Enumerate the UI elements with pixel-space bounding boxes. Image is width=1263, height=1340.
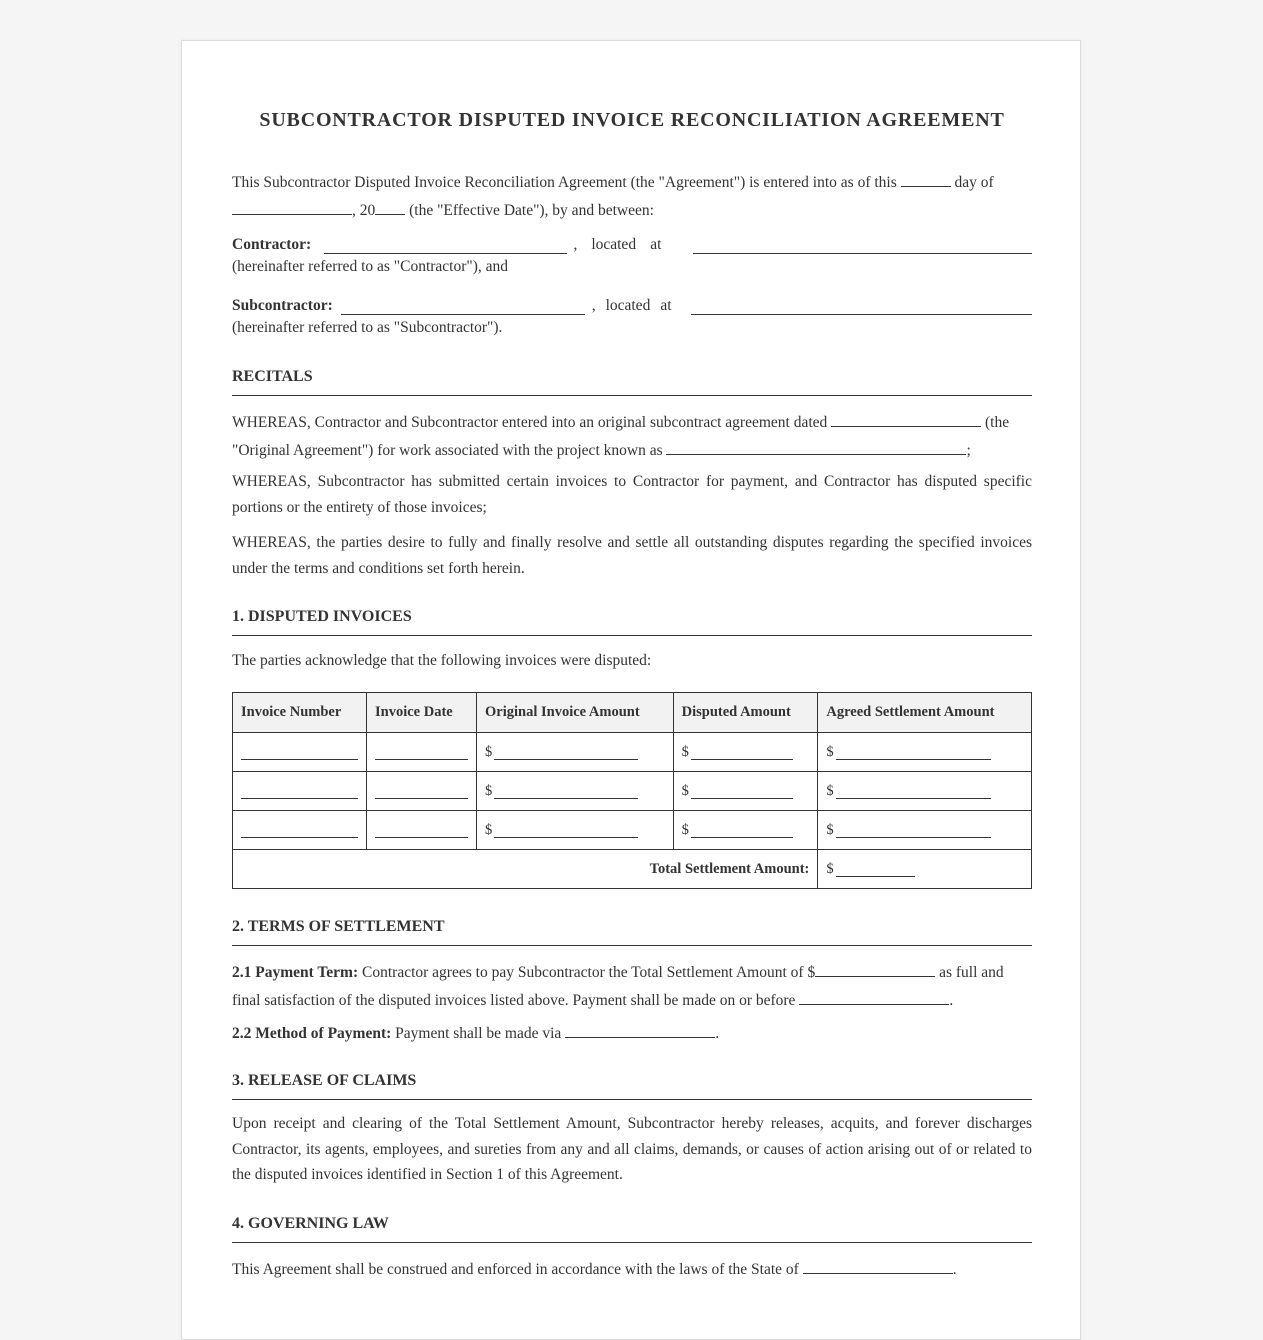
- project-name-field[interactable]: [666, 436, 966, 455]
- settlement-amount-field[interactable]: [836, 782, 991, 799]
- subcontractor-block: [232, 293, 1032, 337]
- table-header-row: [233, 693, 1032, 733]
- month-field[interactable]: [232, 196, 352, 215]
- currency-symbol: $: [826, 861, 834, 877]
- payment-method-text-b: .: [715, 1025, 720, 1042]
- invoice-date-field[interactable]: [375, 782, 468, 799]
- header-original-amount: Original Invoice Amount: [477, 693, 674, 733]
- currency-symbol: $: [826, 744, 834, 760]
- invoice-date-field[interactable]: [375, 821, 468, 838]
- contractor-label: Contractor:: [232, 236, 312, 253]
- recital-1-text-b: (the: [985, 414, 1010, 431]
- original-amount-field[interactable]: [494, 821, 638, 838]
- section-1-text: The parties acknowledge that the following invoices were disputed:: [232, 652, 652, 669]
- year-field[interactable]: [375, 196, 405, 215]
- recital-2: WHEREAS, Subcontractor has submitted certain invoices to Contractor for payment, and Contractor has disputed specific portions or the entirety of those invoices;: [232, 473, 1032, 516]
- currency-symbol: $: [826, 783, 834, 799]
- subcontractor-comma: ,: [591, 297, 596, 314]
- recitals-heading: RECITALS: [232, 368, 1032, 396]
- subcontractor-suffix: (hereinafter referred to as "Subcontractor").: [232, 319, 503, 336]
- total-row: [233, 850, 1032, 889]
- subcontractor-located: located: [605, 297, 651, 314]
- currency-symbol: $: [485, 822, 493, 838]
- contractor-name-field[interactable]: [324, 235, 567, 254]
- governing-law-end: .: [952, 1261, 957, 1278]
- section-4-heading: 4. GOVERNING LAW: [232, 1215, 1032, 1243]
- disputed-amount-field[interactable]: [691, 821, 793, 838]
- state-field[interactable]: [803, 1255, 953, 1274]
- day-field[interactable]: [901, 168, 951, 187]
- payment-term-text-a: Contractor agrees to pay Subcontractor the Total Settlement Amount of $: [362, 964, 816, 981]
- payment-term-paragraph: [232, 958, 1032, 1013]
- disputed-invoices-table: [232, 692, 1032, 889]
- payment-term-text-b: as full and: [939, 964, 1004, 981]
- original-agreement-date-field[interactable]: [831, 408, 981, 427]
- recital-3: WHEREAS, the parties desire to fully and finally resolve and settle all outstanding disputes regarding the specified invoices under the terms and conditions set forth herein.: [232, 534, 1032, 577]
- intro-paragraph: [232, 168, 1032, 223]
- payment-method-label: 2.2 Method of Payment:: [232, 1025, 392, 1042]
- contractor-suffix: (hereinafter referred to as "Contractor"), and: [232, 258, 509, 275]
- payment-term-text-c: final satisfaction of the disputed invoices listed above. Payment shall be made on or before: [232, 991, 796, 1009]
- payment-method-field[interactable]: [565, 1019, 715, 1038]
- header-invoice-date: Invoice Date: [367, 693, 477, 733]
- header-disputed-amount: Disputed Amount: [673, 693, 818, 733]
- settlement-amount-field[interactable]: [836, 821, 991, 838]
- payment-term-label: 2.1 Payment Term:: [232, 964, 359, 981]
- contractor-comma: ,: [573, 236, 578, 253]
- payment-deadline-field[interactable]: [799, 986, 949, 1005]
- release-of-claims-text: Upon receipt and clearing of the Total Settlement Amount, Subcontractor hereby releases, acquits, and forever discharges Contractor, its agents, employees, and sureties from any and all claims, demands, or causes of action arising out of or related to the disputed invoices identified in Section 1 of this Agreement.: [232, 1115, 1032, 1183]
- currency-symbol: $: [681, 783, 689, 799]
- invoice-date-field[interactable]: [375, 743, 468, 760]
- governing-law-text: This Agreement shall be construed and enforced in accordance with the laws of the State of: [232, 1261, 799, 1278]
- intro-text-3: , 20: [352, 201, 376, 219]
- payment-term-text-d: .: [949, 991, 954, 1009]
- total-settlement-field[interactable]: [836, 860, 915, 877]
- governing-law-paragraph: [232, 1255, 1032, 1283]
- document-page: [181, 40, 1081, 1340]
- subcontractor-at: at: [660, 297, 672, 314]
- intro-text-4: (the "Effective Date"), by and between:: [409, 201, 654, 219]
- section-1-heading: 1. DISPUTED INVOICES: [232, 608, 1032, 636]
- payment-method-paragraph: [232, 1019, 1032, 1047]
- intro-text-2: day of: [954, 174, 994, 191]
- table-row: [233, 733, 1032, 772]
- contractor-located: located: [591, 236, 637, 253]
- total-settlement-label: Total Settlement Amount:: [233, 850, 818, 889]
- currency-symbol: $: [681, 744, 689, 760]
- recital-1-text-a: WHEREAS, Contractor and Subcontractor entered into an original subcontract agreement dated: [232, 414, 828, 431]
- subcontractor-address-field[interactable]: [691, 296, 1032, 315]
- recital-1-text-d: ;: [966, 441, 971, 459]
- currency-symbol: $: [826, 822, 834, 838]
- invoice-number-field[interactable]: [241, 821, 358, 838]
- subcontractor-name-field[interactable]: [341, 296, 585, 315]
- disputed-amount-field[interactable]: [691, 743, 793, 760]
- subcontractor-label: Subcontractor:: [232, 297, 333, 314]
- section-3-heading: 3. RELEASE OF CLAIMS: [232, 1072, 1032, 1100]
- document-title: SUBCONTRACTOR DISPUTED INVOICE RECONCILIATION AGREEMENT: [259, 109, 1005, 131]
- original-amount-field[interactable]: [494, 743, 638, 760]
- contractor-block: [232, 232, 1032, 276]
- settlement-amount-field[interactable]: [815, 958, 935, 977]
- recital-1-text-c: "Original Agreement") for work associated with the project known as: [232, 441, 663, 459]
- settlement-amount-field[interactable]: [836, 743, 991, 760]
- currency-symbol: $: [485, 783, 493, 799]
- disputed-amount-field[interactable]: [691, 782, 793, 799]
- payment-method-text-a: Payment shall be made via: [395, 1025, 562, 1042]
- header-invoice-number: Invoice Number: [233, 693, 367, 733]
- currency-symbol: $: [485, 744, 493, 760]
- section-2-heading: 2. TERMS OF SETTLEMENT: [232, 918, 1032, 946]
- intro-text-1: This Subcontractor Disputed Invoice Reconciliation Agreement (the "Agreement") is entered into as of this: [232, 174, 897, 191]
- invoice-number-field[interactable]: [241, 743, 358, 760]
- recital-1: [232, 408, 1032, 463]
- original-amount-field[interactable]: [494, 782, 638, 799]
- contractor-at: at: [650, 236, 662, 253]
- currency-symbol: $: [681, 822, 689, 838]
- invoice-number-field[interactable]: [241, 782, 358, 799]
- table-row: [233, 811, 1032, 850]
- contractor-address-field[interactable]: [693, 235, 1033, 254]
- table-row: [233, 772, 1032, 811]
- header-settlement-amount: Agreed Settlement Amount: [818, 693, 1032, 733]
